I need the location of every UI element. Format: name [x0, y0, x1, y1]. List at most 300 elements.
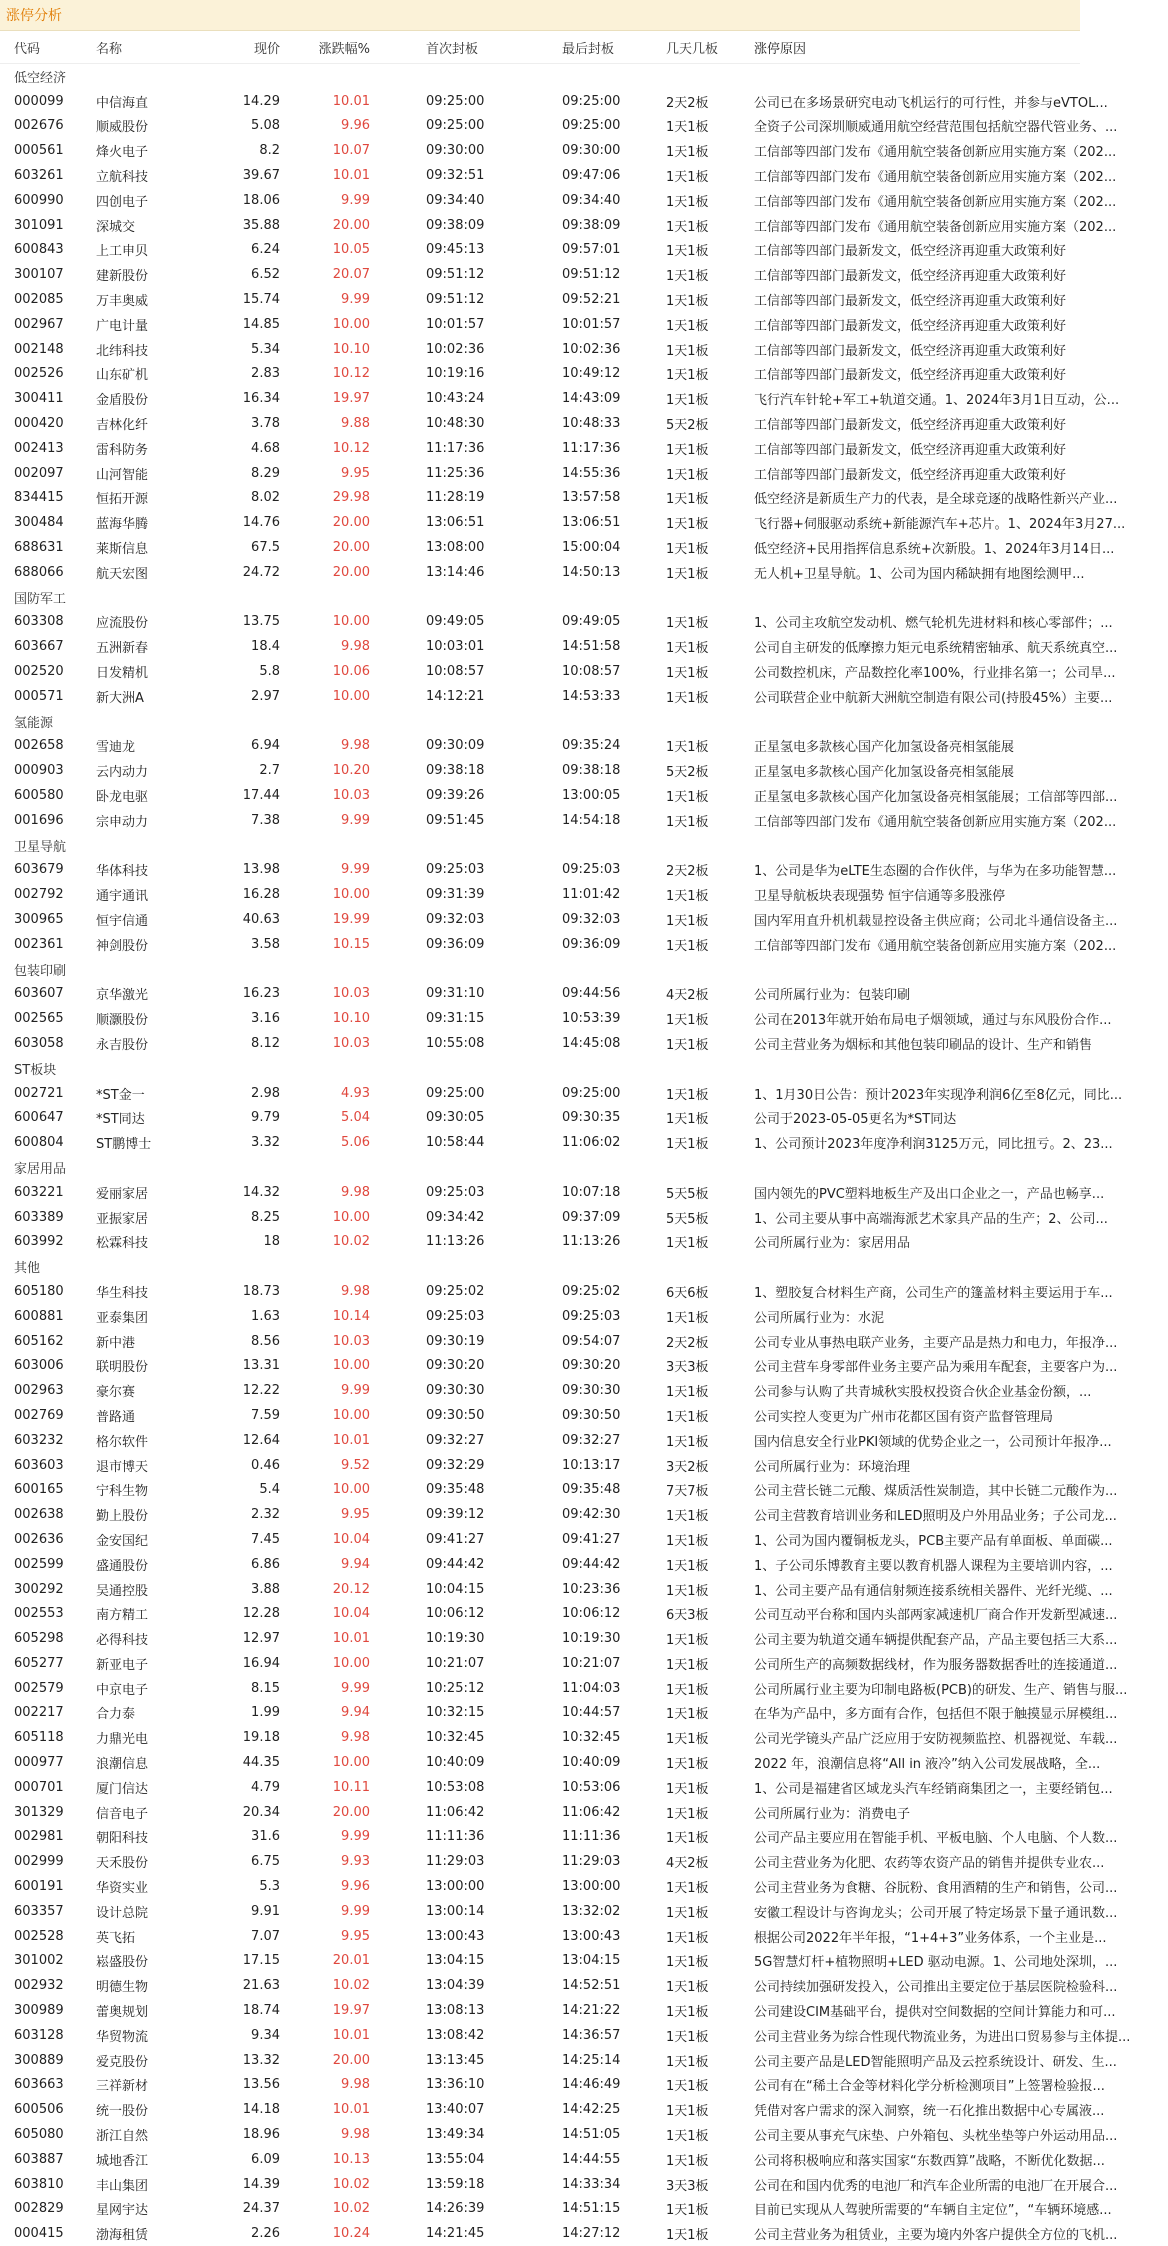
limit-reason: 公司产品主要应用在智能手机、平板电脑、个人电脑、个人数... — [754, 1831, 1118, 1847]
table-row[interactable] — [0, 535, 1115, 560]
current-price: 14.18 — [242, 2102, 280, 2118]
current-price: 16.23 — [242, 986, 280, 1002]
stock-name: 华生科技 — [96, 1285, 149, 1301]
current-price: 35.88 — [242, 217, 280, 233]
table-row[interactable] — [0, 783, 1118, 808]
table-row[interactable] — [0, 436, 1080, 461]
stock-code: 603679 — [14, 862, 64, 878]
table-row[interactable] — [0, 2172, 1118, 2197]
stock-name: 雷科防务 — [96, 442, 149, 458]
change-percent: 9.99 — [341, 1829, 370, 1845]
table-row[interactable] — [0, 858, 1117, 883]
change-percent: 10.00 — [332, 1407, 370, 1423]
stock-name: 建新股份 — [96, 269, 149, 285]
table-row[interactable] — [0, 1701, 1118, 1726]
current-price: 5.34 — [251, 341, 280, 357]
limit-streak: 2天2板 — [666, 95, 709, 111]
limit-streak: 1天1板 — [666, 2079, 709, 2095]
last-limit-time: 09:25:00 — [562, 1085, 621, 1101]
limit-reason: 工信部等四部门最新发文，低空经济再迎重大政策利好 — [754, 368, 1067, 384]
stock-code: 000977 — [14, 1755, 64, 1771]
limit-streak: 5天5板 — [666, 1186, 709, 1202]
table-row[interactable] — [0, 312, 1080, 337]
last-limit-time: 11:13:26 — [562, 1234, 621, 1250]
first-limit-time: 09:51:45 — [426, 812, 485, 828]
stock-code: 605298 — [14, 1631, 64, 1647]
change-percent: 9.98 — [341, 1184, 370, 1200]
stock-code: 002981 — [14, 1829, 64, 1845]
limit-reason: 工信部等四部门最新发文，低空经济再迎重大政策利好 — [754, 318, 1067, 334]
last-limit-time: 13:00:43 — [562, 1928, 621, 1944]
first-limit-time: 10:01:57 — [426, 316, 485, 332]
stock-code: 002967 — [14, 316, 64, 332]
limit-reason: 公司所属行业为：消费电子 — [754, 1806, 911, 1822]
stock-code: 603128 — [14, 2027, 64, 2043]
change-percent: 10.03 — [332, 1333, 370, 1349]
first-limit-time: 09:25:03 — [426, 1308, 485, 1324]
change-percent: 10.00 — [332, 316, 370, 332]
change-percent: 9.95 — [341, 1928, 370, 1944]
limit-reason: 工信部等四部门最新发文，低空经济再迎重大政策利好 — [754, 418, 1067, 434]
limit-streak: 1天1板 — [666, 2054, 709, 2070]
table-row[interactable] — [0, 1998, 1116, 2023]
limit-reason: 1、公司主要产品有通信射频连接系统相关器件、光纤光缆、... — [754, 1583, 1113, 1599]
limit-reason: 公司主营车身零部件业务主要产品为乘用车配套，主要客户为... — [754, 1360, 1118, 1376]
limit-reason: 正星氢电多款核心国产化加氢设备亮相氢能展 — [754, 765, 1015, 781]
limit-reason: 低空经济是新质生产力的代表，是全球竞逐的战略性新兴产业... — [754, 492, 1118, 508]
stock-code: 002553 — [14, 1606, 64, 1622]
stock-code: 603221 — [14, 1184, 64, 1200]
stock-name: 金安国纪 — [96, 1533, 149, 1549]
current-price: 12.97 — [242, 1631, 280, 1647]
first-limit-time: 09:25:00 — [426, 118, 485, 134]
stock-name: 崧盛股份 — [96, 1955, 149, 1971]
limit-reason: 公司数控机床，产品数控化率100%，行业排名第一；公司旱... — [754, 666, 1116, 682]
limit-reason: 公司主营业务为化肥、农药等农资产品的销售并提供专业农... — [754, 1856, 1105, 1872]
current-price: 6.52 — [251, 267, 280, 283]
limit-reason: 工信部等四部门最新发文，低空经济再迎重大政策利好 — [754, 467, 1067, 483]
stock-code: 301091 — [14, 217, 64, 233]
first-limit-time: 13:08:00 — [426, 540, 485, 556]
table-row[interactable] — [0, 659, 1116, 684]
first-limit-time: 10:58:44 — [426, 1135, 485, 1151]
stock-name: 宁科生物 — [96, 1484, 149, 1500]
change-percent: 10.01 — [332, 2102, 370, 2118]
stock-name: 神剑股份 — [96, 938, 149, 954]
last-limit-time: 10:21:07 — [562, 1655, 621, 1671]
stock-code: 605277 — [14, 1655, 64, 1671]
last-limit-time: 11:06:02 — [562, 1135, 621, 1151]
stock-name: 宗申动力 — [96, 814, 149, 830]
table-row[interactable] — [0, 1775, 1113, 1800]
stock-name: 卧龙电驱 — [96, 790, 149, 805]
table-row[interactable] — [0, 362, 1080, 387]
group-header: 氢能源 — [14, 715, 54, 731]
table-row[interactable] — [0, 2073, 1105, 2098]
first-limit-time: 09:30:30 — [426, 1383, 485, 1399]
change-percent: 20.12 — [332, 1581, 370, 1597]
limit-streak: 1天1板 — [666, 368, 709, 384]
table-row[interactable] — [0, 1229, 1080, 1254]
first-limit-time: 10:25:12 — [426, 1680, 485, 1696]
table-row[interactable] — [0, 1403, 1080, 1428]
stock-name: 立航科技 — [96, 170, 149, 186]
table-row[interactable] — [0, 932, 1117, 957]
header-streak[interactable]: 几天几板 — [666, 41, 719, 57]
table-row[interactable] — [0, 1304, 1080, 1329]
table-row[interactable] — [0, 2048, 1117, 2073]
last-limit-time: 10:32:45 — [562, 1730, 621, 1746]
table-row[interactable] — [0, 560, 1085, 585]
first-limit-time: 09:30:50 — [426, 1407, 485, 1423]
stock-name: 深城交 — [96, 219, 136, 235]
table-row[interactable] — [0, 1279, 1113, 1304]
limit-reason: 工信部等四部门最新发文，低空经济再迎重大政策利好 — [754, 294, 1067, 310]
stock-name: 新中港 — [96, 1335, 136, 1351]
first-limit-time: 10:48:30 — [426, 416, 485, 432]
first-limit-time: 09:32:03 — [426, 911, 485, 927]
limit-reason: 1、公司主攻航空发动机、燃气轮机先进材料和核心零部件；... — [754, 616, 1113, 632]
limit-streak: 1天1板 — [666, 666, 709, 682]
change-percent: 10.10 — [332, 341, 370, 357]
last-limit-time: 09:57:01 — [562, 242, 621, 258]
table-row[interactable] — [0, 734, 1080, 759]
table-row[interactable] — [0, 2097, 1105, 2122]
table-row[interactable] — [0, 907, 1118, 932]
limit-streak: 1天1板 — [666, 393, 709, 409]
last-limit-time: 09:44:42 — [562, 1556, 621, 1572]
limit-streak: 1天1板 — [666, 2005, 709, 2021]
table-row[interactable] — [0, 1378, 1092, 1403]
first-limit-time: 13:00:00 — [426, 1879, 485, 1895]
stock-name: 浙江自然 — [96, 2129, 149, 2145]
stock-code: 600843 — [14, 242, 64, 258]
limit-reason: 凭借对客户需求的深入洞察，统一石化推出数据中心专属液... — [754, 2104, 1105, 2120]
current-price: 2.32 — [251, 1507, 280, 1523]
limit-streak: 1天1板 — [666, 1112, 709, 1128]
table-row[interactable] — [0, 1477, 1118, 1502]
stock-code: 002658 — [14, 738, 64, 754]
current-price: 24.72 — [242, 564, 280, 580]
table-row[interactable] — [0, 114, 1118, 139]
table-row[interactable] — [0, 981, 1080, 1006]
table-row[interactable] — [0, 1825, 1118, 1850]
table-row[interactable] — [0, 1006, 1112, 1031]
table-row[interactable] — [0, 1577, 1113, 1602]
last-limit-time: 09:25:03 — [562, 862, 621, 878]
limit-reason: 公司光学镜头产品广泛应用于安防视频监控、机器视觉、车载... — [754, 1732, 1118, 1748]
stock-code: 688066 — [14, 564, 64, 580]
table-row[interactable] — [0, 1949, 1118, 1974]
change-percent: 9.95 — [341, 1507, 370, 1523]
first-limit-time: 13:40:07 — [426, 2102, 485, 2118]
table-row[interactable] — [0, 610, 1113, 635]
last-limit-time: 09:36:09 — [562, 936, 621, 952]
stock-name: 退市博天 — [96, 1459, 149, 1475]
table-row[interactable] — [0, 1924, 1107, 1949]
table-row[interactable] — [0, 1725, 1118, 1750]
first-limit-time: 09:49:05 — [426, 614, 485, 630]
table-row[interactable] — [0, 684, 1113, 709]
first-limit-time: 09:38:18 — [426, 763, 485, 779]
change-percent: 10.06 — [332, 664, 370, 680]
first-limit-time: 10:03:01 — [426, 639, 485, 655]
current-price: 3.88 — [251, 1581, 280, 1597]
current-price: 9.79 — [251, 1110, 280, 1126]
stock-name: 顺灏股份 — [96, 1013, 149, 1029]
table-row[interactable] — [0, 262, 1080, 287]
table-row[interactable] — [0, 411, 1080, 436]
table-row[interactable] — [0, 486, 1118, 511]
stock-code: 000420 — [14, 416, 64, 432]
table-row[interactable] — [0, 188, 1117, 213]
stock-code: 603992 — [14, 1234, 64, 1250]
table-row[interactable] — [0, 386, 1120, 411]
stock-code: 605180 — [14, 1283, 64, 1299]
change-percent: 10.01 — [332, 1631, 370, 1647]
last-limit-time: 14:51:58 — [562, 639, 621, 655]
table-row[interactable] — [0, 1899, 1118, 1924]
stock-code: 603887 — [14, 2151, 64, 2167]
limit-reason: 公司主要从事充气床垫、户外箱包、头枕坐垫等户外运动用品... — [754, 2129, 1118, 2145]
table-row[interactable] — [0, 2197, 1112, 2222]
limit-reason: 公司参与认购了共青城秋实股权投资合伙企业基金份额，... — [754, 1385, 1092, 1401]
current-price: 8.56 — [251, 1333, 280, 1349]
current-price: 12.22 — [242, 1383, 280, 1399]
limit-reason: 公司主营业务为食糖、谷朊粉、食用酒精的生产和销售，公司... — [754, 1881, 1118, 1897]
first-limit-time: 11:29:03 — [426, 1854, 485, 1870]
stock-name: 联明股份 — [96, 1360, 149, 1376]
first-limit-time: 09:34:42 — [426, 1209, 485, 1225]
first-limit-time: 13:14:46 — [426, 564, 485, 580]
last-limit-time: 10:40:09 — [562, 1755, 621, 1771]
change-percent: 10.04 — [332, 1531, 370, 1547]
limit-streak: 6天3板 — [666, 1608, 709, 1624]
stock-code: 002579 — [14, 1680, 64, 1696]
limit-streak: 1天1板 — [666, 442, 709, 458]
table-row[interactable] — [0, 1453, 1080, 1478]
stock-name: 渤海租赁 — [96, 2228, 149, 2244]
current-price: 14.76 — [242, 515, 280, 531]
table-row[interactable] — [0, 1105, 1080, 1130]
table-row[interactable] — [0, 213, 1117, 238]
table-row[interactable] — [0, 1552, 1113, 1577]
table-row[interactable] — [0, 882, 1080, 907]
first-limit-time: 10:21:07 — [426, 1655, 485, 1671]
table-row[interactable] — [0, 1502, 1117, 1527]
limit-streak: 1天1板 — [666, 740, 709, 756]
stock-code: 603006 — [14, 1358, 64, 1374]
change-percent: 10.20 — [332, 763, 370, 779]
limit-reason: 公司所属行业为：环境治理 — [754, 1459, 911, 1475]
table-row[interactable] — [0, 1527, 1113, 1552]
stock-name: 烽火电子 — [96, 145, 149, 161]
limit-streak: 1天1板 — [666, 566, 709, 582]
header-code[interactable]: 代码 — [14, 41, 41, 57]
stock-code: 002217 — [14, 1705, 64, 1721]
first-limit-time: 09:30:09 — [426, 738, 485, 754]
change-percent: 10.12 — [332, 366, 370, 382]
change-percent: 9.94 — [341, 1556, 370, 1572]
table-row[interactable] — [0, 2023, 1131, 2048]
table-row[interactable] — [0, 287, 1080, 312]
change-percent: 9.88 — [341, 416, 370, 432]
table-row[interactable] — [0, 1651, 1118, 1676]
change-percent: 9.99 — [341, 1903, 370, 1919]
table-row[interactable] — [0, 1180, 1105, 1205]
stock-code: 002361 — [14, 936, 64, 952]
table-row[interactable] — [0, 163, 1117, 188]
table-row[interactable] — [0, 2147, 1105, 2172]
stock-code: 000701 — [14, 1779, 64, 1795]
last-limit-time: 14:42:25 — [562, 2102, 621, 2118]
last-limit-time: 14:36:57 — [562, 2027, 621, 2043]
stock-code: 002638 — [14, 1507, 64, 1523]
table-row[interactable] — [0, 1329, 1118, 1354]
stock-name: 顺威股份 — [96, 120, 149, 136]
group-header: ST板块 — [14, 1062, 57, 1078]
last-limit-time: 15:00:04 — [562, 540, 621, 556]
table-row[interactable] — [0, 634, 1118, 659]
stock-code: 600881 — [14, 1308, 64, 1324]
limit-reason: 1、公司主要从事中高端海派艺术家具产品的生产；2、公司... — [754, 1211, 1108, 1227]
current-price: 13.56 — [242, 2077, 280, 2093]
limit-streak: 1天1板 — [666, 2153, 709, 2169]
header-change-pct[interactable]: 涨跌幅% — [318, 41, 370, 57]
limit-streak: 1天1板 — [666, 517, 709, 533]
header-reason[interactable]: 涨停原因 — [754, 41, 807, 57]
table-row[interactable] — [0, 238, 1080, 263]
table-row[interactable] — [0, 1205, 1108, 1230]
table-row[interactable] — [0, 1800, 1080, 1825]
change-percent: 19.99 — [332, 911, 370, 927]
last-limit-time: 09:25:02 — [562, 1283, 621, 1299]
limit-streak: 1天1板 — [666, 1881, 709, 1897]
current-price: 18.96 — [242, 2127, 280, 2143]
table-row[interactable] — [0, 89, 1108, 114]
table-row[interactable] — [0, 1130, 1113, 1155]
table-row[interactable] — [0, 2122, 1118, 2147]
limit-reason: 正星氢电多款核心国产化加氢设备亮相氢能展 — [754, 740, 1015, 756]
limit-reason: 低空经济+民用指挥信息系统+次新股。1、2024年3月14日... — [754, 542, 1115, 558]
table-row[interactable] — [0, 1428, 1112, 1453]
change-percent: 10.02 — [332, 1234, 370, 1250]
table-row[interactable] — [0, 337, 1080, 362]
last-limit-time: 10:48:33 — [562, 416, 621, 432]
change-percent: 20.07 — [332, 267, 370, 283]
stock-code: 002676 — [14, 118, 64, 134]
limit-reason: 1、公司是华为eLTE生态圈的合作伙伴，与华为在多功能智慧... — [754, 864, 1117, 880]
change-percent: 10.01 — [332, 93, 370, 109]
table-row[interactable] — [0, 1626, 1118, 1651]
table-row[interactable] — [0, 1750, 1101, 1775]
stock-code: 002097 — [14, 465, 64, 481]
table-row[interactable] — [0, 461, 1080, 486]
last-limit-time: 09:30:35 — [562, 1110, 621, 1126]
last-limit-time: 14:51:05 — [562, 2127, 621, 2143]
first-limit-time: 09:30:20 — [426, 1358, 485, 1374]
stock-code: 002721 — [14, 1085, 64, 1101]
last-limit-time: 09:32:03 — [562, 911, 621, 927]
header-price[interactable]: 现价 — [253, 41, 280, 57]
limit-reason: 1、塑胶复合材料生产商，公司生产的篷盖材料主要运用于车... — [754, 1285, 1113, 1301]
header-last-limit[interactable]: 最后封板 — [562, 41, 615, 57]
first-limit-time: 09:45:13 — [426, 242, 485, 258]
limit-streak: 1天1板 — [666, 1707, 709, 1723]
table-row[interactable] — [0, 1676, 1128, 1701]
table-row[interactable] — [0, 1849, 1105, 1874]
stock-name: 云内动力 — [96, 765, 149, 781]
stock-name: 永吉股份 — [96, 1037, 149, 1053]
stock-code: 603667 — [14, 639, 64, 655]
stock-name: 莱斯信息 — [96, 542, 149, 558]
table-row[interactable] — [0, 1353, 1118, 1378]
limit-reason: 公司主营长链二元酸、煤质活性炭制造，其中长链二元酸作为... — [754, 1484, 1118, 1500]
last-limit-time: 14:45:08 — [562, 1035, 621, 1051]
change-percent: 9.94 — [341, 1705, 370, 1721]
limit-reason: 公司建设CIM基础平台，提供对空间数据的空间计算能力和可... — [754, 2005, 1116, 2021]
limit-reason: 公司在和国内优秀的电池厂和汽车企业所需的电池厂在开展合... — [754, 2178, 1118, 2194]
limit-reason: 公司有在“稀土合金等材料化学分析检测项目”上签署检验报... — [754, 2079, 1105, 2095]
table-row[interactable] — [0, 138, 1117, 163]
limit-streak: 1天1板 — [666, 219, 709, 235]
first-limit-time: 11:06:42 — [426, 1804, 485, 1820]
table-row[interactable] — [0, 2221, 1118, 2246]
limit-streak: 1天1板 — [666, 1509, 709, 1525]
header-first-limit[interactable]: 首次封板 — [426, 41, 479, 57]
limit-streak: 5天5板 — [666, 1211, 709, 1227]
stock-code: 002148 — [14, 341, 64, 357]
current-price: 14.85 — [242, 316, 280, 332]
table-row[interactable] — [0, 808, 1117, 833]
stock-code: 603357 — [14, 1903, 64, 1919]
table-row[interactable] — [0, 1031, 1093, 1056]
limit-streak: 1天1板 — [666, 269, 709, 285]
limit-streak: 1天1板 — [666, 1980, 709, 1996]
change-percent: 10.04 — [332, 1606, 370, 1622]
last-limit-time: 13:04:15 — [562, 1953, 621, 1969]
first-limit-time: 09:39:26 — [426, 788, 485, 803]
current-price: 7.45 — [251, 1531, 280, 1547]
change-percent: 20.00 — [332, 1804, 370, 1820]
stock-name: ST鹏博士 — [96, 1137, 152, 1153]
limit-streak: 5天2板 — [666, 765, 709, 781]
change-percent: 9.98 — [341, 1730, 370, 1746]
table-row[interactable] — [0, 1973, 1118, 1998]
table-row[interactable] — [0, 510, 1126, 535]
change-percent: 9.96 — [341, 118, 370, 134]
stock-code: 603058 — [14, 1035, 64, 1051]
change-percent: 10.24 — [332, 2226, 370, 2242]
table-row[interactable] — [0, 1874, 1118, 1899]
limit-reason: 公司持续加强研发投入，公司推出主要定位于基层医院检验科... — [754, 1980, 1118, 1996]
stock-code: 300965 — [14, 911, 64, 927]
last-limit-time: 14:43:09 — [562, 391, 621, 407]
table-row[interactable] — [0, 1601, 1118, 1626]
table-row[interactable] — [0, 1081, 1123, 1106]
header-name[interactable]: 名称 — [96, 41, 123, 57]
limit-streak: 1天1板 — [666, 1732, 709, 1748]
page-title: 涨停分析 — [6, 8, 62, 24]
limit-streak: 1天1板 — [666, 889, 709, 905]
limit-streak: 2天2板 — [666, 1335, 709, 1351]
first-limit-time: 09:31:10 — [426, 986, 485, 1002]
table-row[interactable] — [0, 758, 1080, 783]
first-limit-time: 10:19:16 — [426, 366, 485, 382]
stock-name: 华资实业 — [96, 1881, 149, 1897]
last-limit-time: 09:38:18 — [562, 763, 621, 779]
stock-name: 华体科技 — [96, 864, 149, 880]
